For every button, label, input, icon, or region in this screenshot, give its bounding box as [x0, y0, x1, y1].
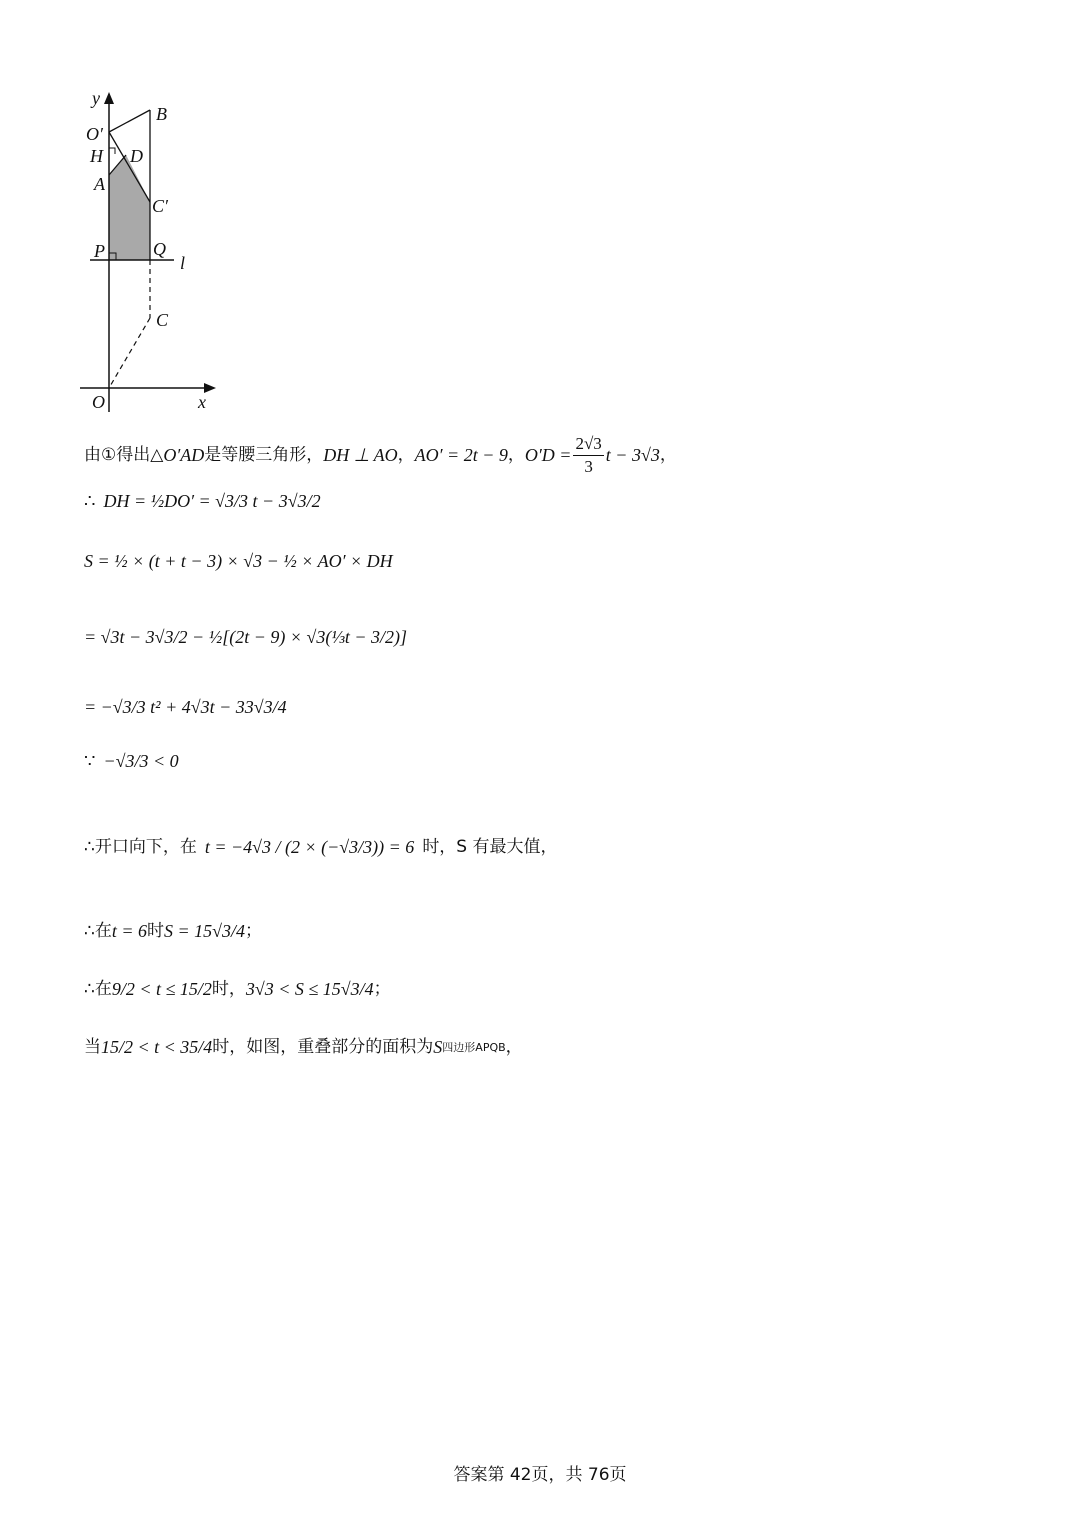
label-p: P: [94, 241, 105, 261]
therefore-symbol: ∴: [84, 491, 96, 511]
label-d: D: [130, 146, 143, 166]
label-cprime: C′: [152, 196, 168, 216]
text: ；: [245, 920, 263, 941]
text: ∴在: [84, 978, 112, 999]
page-footer: 答案第 42页，共 76页: [453, 1465, 627, 1485]
because-symbol: ∵: [84, 751, 96, 771]
text: ；: [373, 978, 391, 999]
text: ，: [505, 1036, 523, 1057]
denominator: 3: [584, 456, 593, 476]
solution-line-10: [84, 1038, 523, 1056]
geometry-figure: [70, 82, 220, 417]
text: 时: [146, 920, 164, 941]
solution-line-6: [84, 752, 179, 770]
label-q: Q: [153, 239, 166, 259]
text: ∴开口向下，在: [84, 836, 197, 857]
label-a: A: [94, 174, 105, 194]
math: t = −4√3 / (2 × (−√3/3)) = 6: [204, 837, 415, 857]
math: t − 3√3: [605, 445, 660, 466]
y-axis-arrow: [104, 92, 114, 104]
text: 是等腰三角形，: [204, 444, 324, 465]
math: 3√3 < S ≤ 15√3/4: [245, 979, 374, 999]
subscript: 四边形APQB: [442, 1040, 506, 1054]
solution-line-3: [84, 552, 393, 570]
solution-line-9: [84, 980, 391, 998]
solution-line-8: [84, 922, 262, 940]
math: O′D =: [524, 445, 572, 466]
solution-line-4: [84, 628, 407, 646]
math: = −√3/3 t² + 4√3t − 33√3/4: [84, 697, 287, 717]
text: 当: [84, 1036, 101, 1057]
label-o: O: [92, 392, 105, 412]
label-c: C: [156, 310, 169, 330]
right-angle-h: [109, 148, 115, 154]
label-l: l: [180, 253, 186, 273]
text: ，: [397, 444, 415, 465]
math: DH ⊥ AO: [323, 445, 398, 466]
label-h: H: [90, 146, 103, 166]
shaded-region: [109, 155, 150, 260]
math: AO′ = 2t − 9: [414, 445, 508, 466]
math: −√3/3 < 0: [103, 751, 179, 771]
math: S = 15√3/4: [163, 921, 246, 941]
text: ∴在: [84, 920, 112, 941]
math: S: [433, 1037, 443, 1057]
label-oprime: O′: [86, 124, 103, 144]
math: 9/2 < t ≤ 15/2: [111, 979, 212, 999]
solution-line-2: [84, 492, 321, 510]
label-x: x: [198, 392, 206, 412]
text: 时，如图，重叠部分的面积为: [212, 1036, 434, 1057]
math: 15/2 < t < 35/4: [101, 1037, 213, 1057]
segment-oprime-b: [109, 110, 150, 132]
numerator: 2√3: [573, 435, 603, 456]
text: ，: [659, 444, 677, 465]
label-y: y: [92, 88, 100, 108]
text: 时，S 有最大值，: [422, 836, 558, 857]
solution-line-5: [84, 698, 287, 716]
math: = √3t − 3√3/2 − ½[(2t − 9) × √3(⅓t − 3/2)]: [84, 627, 408, 647]
math: t = 6: [111, 921, 147, 941]
dashed-c-o: [109, 318, 150, 388]
fraction: [573, 435, 603, 476]
solution-line-1: [84, 435, 677, 476]
text: ，: [507, 444, 525, 465]
text: 时，: [211, 978, 246, 999]
label-b: B: [156, 104, 167, 124]
solution-line-7: [84, 838, 558, 856]
math: O′AD: [163, 445, 205, 466]
math: S = ½ × (t + t − 3) × √3 − ½ × AO′ × DH: [84, 551, 393, 571]
math: DH = ½DO′ = √3/3 t − 3√3/2: [103, 491, 321, 511]
text: 由①得出△: [84, 444, 164, 465]
